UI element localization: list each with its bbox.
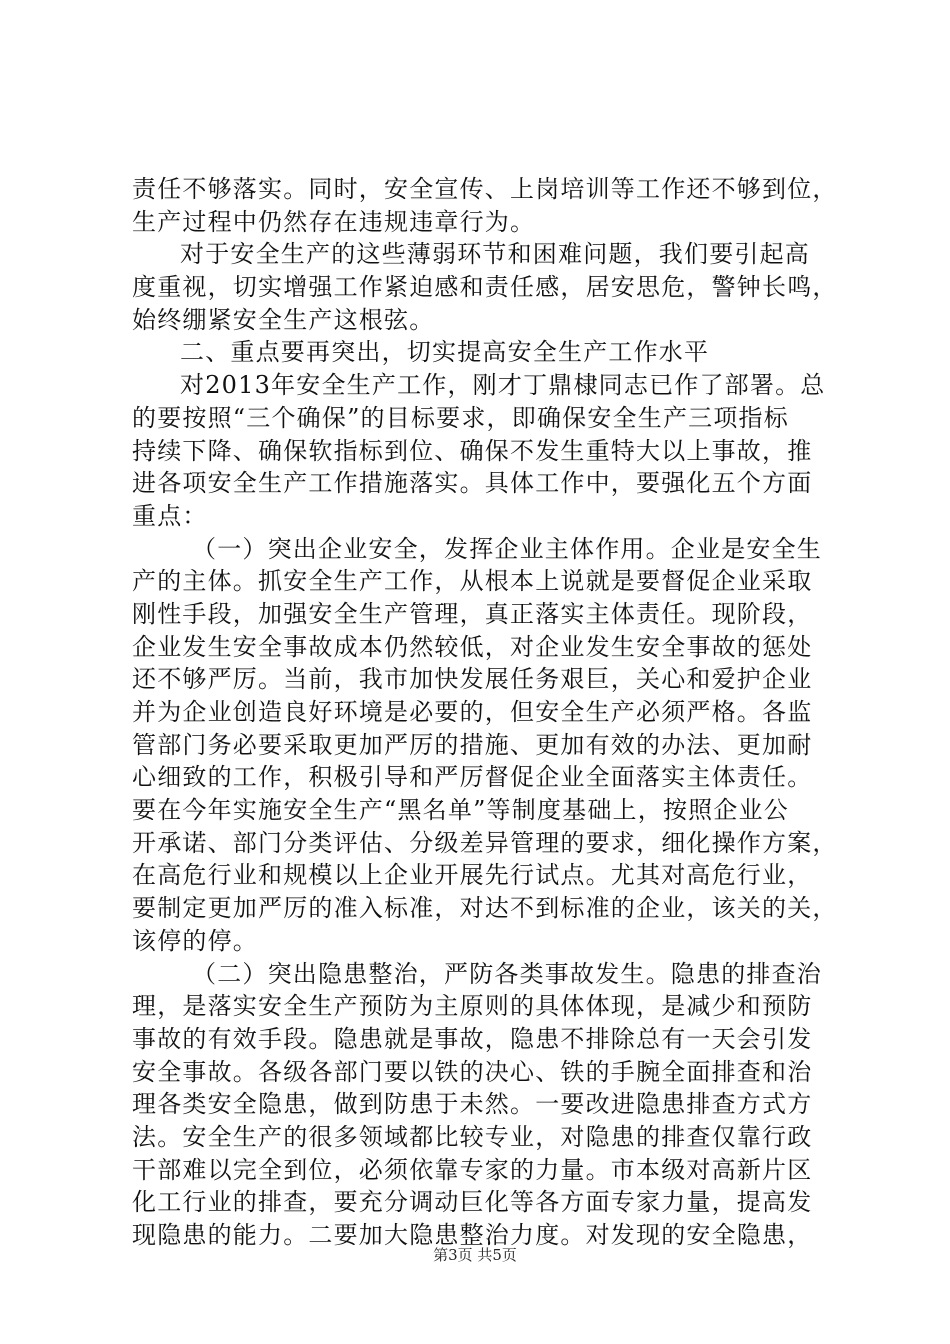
text-line: 持续下降、确保软指标到位、确保不发生重特大以上事故，推 (132, 436, 813, 465)
text-line: 的要按照“三个确保”的目标要求，即确保安全生产三项指标 (132, 403, 789, 432)
text-line: 在高危行业和规模以上企业开展先行试点。尤其对高危行业， (132, 861, 813, 890)
text-line: 对2013年安全生产工作，刚才丁鼎棣同志已作了部署。总 (180, 371, 826, 400)
text-line: 生产过程中仍然存在违规违章行为。 (132, 207, 536, 236)
text-line: （一）突出企业安全，发挥企业主体作用。企业是安全生 (192, 534, 822, 563)
text-line: 干部难以完全到位，必须依靠专家的力量。市本级对高新片区 (132, 1155, 813, 1184)
text-line: 对于安全生产的这些薄弱环节和困难问题，我们要引起高 (180, 240, 810, 269)
text-line: 化工行业的排查，要充分调动巨化等各方面专家力量，提高发 (132, 1188, 813, 1217)
text-line: 责任不够落实。同时，安全宣传、上岗培训等工作还不够到位， (132, 175, 838, 203)
text-line: 理各类安全隐患，做到防患于未然。一要改进隐患排查方式方 (132, 1090, 813, 1119)
text-line: 进各项安全生产工作措施落实。具体工作中，要强化五个方面 (132, 469, 813, 498)
text-line: 企业发生安全事故成本仍然较低，对企业发生安全事故的惩处 (132, 632, 813, 661)
text-line: 安全事故。各级各部门要以铁的决心、铁的手腕全面排查和治 (132, 1057, 813, 1086)
text-line: 始终绷紧安全生产这根弦。 (132, 305, 435, 334)
text-line: 管部门务必要采取更加严厉的措施、更加有效的办法、更加耐 (132, 730, 813, 759)
text-line: 二、重点要再突出，切实提高安全生产工作水平 (180, 338, 710, 367)
text-line: 要在今年实施安全生产“黑名单”等制度基础上，按照企业公 (132, 796, 789, 825)
text-line: 并为企业创造良好环境是必要的，但安全生产必须严格。各监 (132, 698, 813, 726)
text-line: 要制定更加严厉的准入标准，对达不到标准的企业，该关的关， (132, 894, 838, 923)
text-line: （二）突出隐患整治，严防各类事故发生。隐患的排查治 (192, 959, 822, 988)
text-line: 法。安全生产的很多领域都比较专业，对隐患的排查仅靠行政 (132, 1122, 813, 1151)
text-line: 心细致的工作，积极引导和严厉督促企业全面落实主体责任。 (132, 763, 813, 792)
page-footer: 第3页 共5页 (433, 1246, 517, 1264)
text-line: 该停的停。 (132, 926, 258, 955)
text-line: 刚性手段，加强安全生产管理，真正落实主体责任。现阶段， (132, 599, 813, 628)
text-line: 还不够严厉。当前，我市加快发展任务艰巨，关心和爱护企业 (132, 665, 813, 694)
text-line: 事故的有效手段。隐患就是事故，隐患不排除总有一天会引发 (132, 1024, 813, 1053)
text-line: 产的主体。抓安全生产工作，从根本上说就是要督促企业采取 (132, 567, 813, 596)
text-line: 重点： (132, 501, 208, 530)
body-text (132, 173, 844, 1252)
text-line: 度重视，切实增强工作紧迫感和责任感，居安思危，警钟长鸣， (132, 273, 838, 302)
text-line: 开承诺、部门分类评估、分级差异管理的要求，细化操作方案， (132, 828, 838, 857)
text-line: 理，是落实安全生产预防为主原则的具体体现，是减少和预防 (132, 992, 813, 1021)
text-line: 现隐患的能力。二要加大隐患整治力度。对发现的安全隐患， (132, 1221, 813, 1249)
